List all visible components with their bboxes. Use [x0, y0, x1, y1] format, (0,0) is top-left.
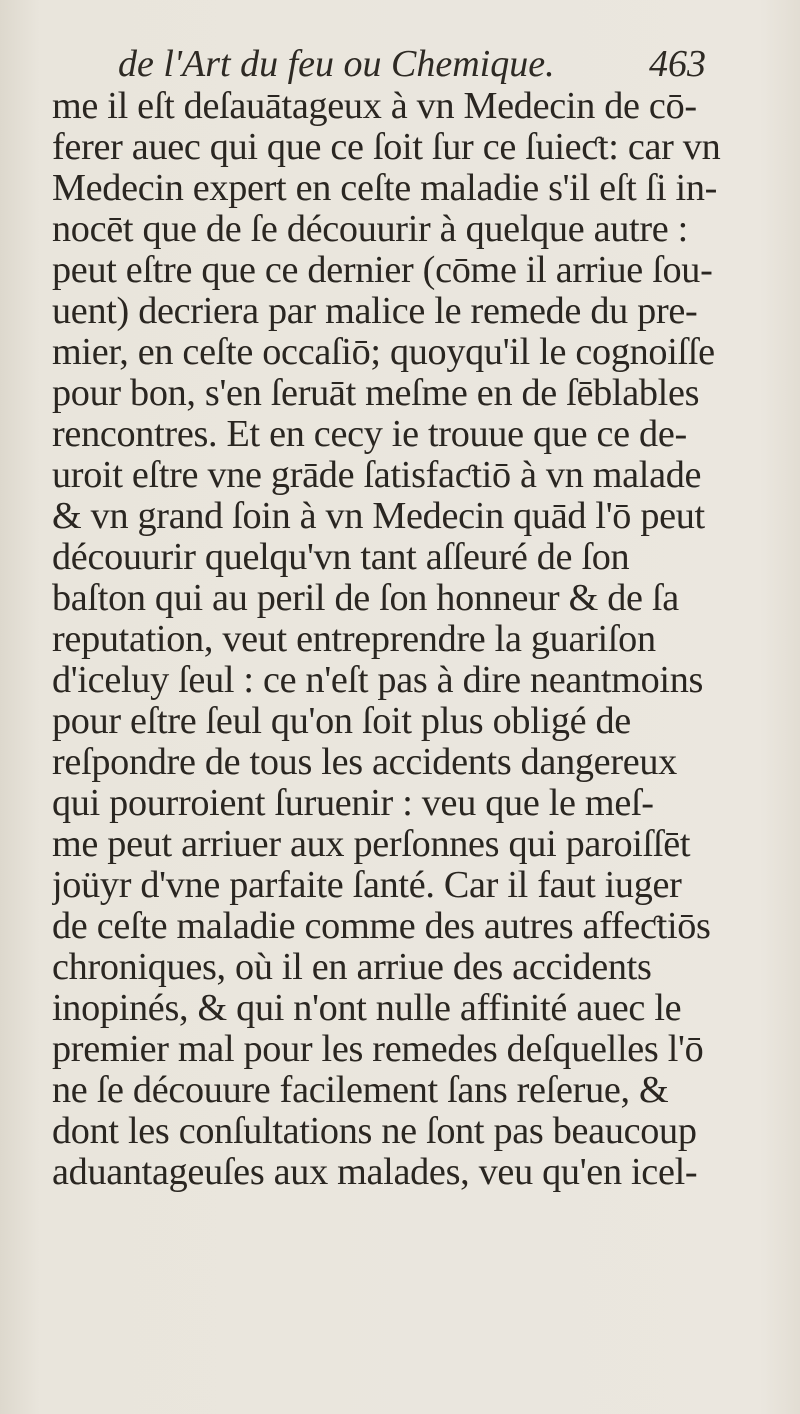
text-line: reputation, veut entreprendre la guariſon: [52, 619, 656, 660]
text-line: baſton qui au peril de ſon honneur & de ſa: [52, 578, 679, 619]
text-line: premier mal pour les remedes deſquelles l'ō: [52, 1029, 704, 1070]
text-line: pour bon, s'en ſeruāt meſme en de ſēblables: [52, 373, 700, 414]
text-line: de ceſte maladie comme des autres affeƈtiōs: [52, 906, 711, 947]
text-line: d'iceluy ſeul : ce n'eſt pas à dire neantmoins: [52, 660, 704, 701]
text-line: qui pourroient ſuruenir : veu que le meſ-: [52, 783, 654, 824]
text-line: & vn grand ſoin à vn Medecin quād l'ō peut: [52, 496, 705, 537]
text-line: dont les conſultations ne ſont pas beaucoup: [52, 1111, 697, 1152]
body-text: [52, 86, 772, 1193]
running-title: de l'Art du feu ou Chemique.: [118, 43, 555, 85]
text-line: me peut arriuer aux perſonnes qui paroiſſēt: [52, 824, 691, 865]
text-line: ne ſe découure facilement ſans reſerue, &: [52, 1070, 669, 1111]
page-number: 463: [649, 43, 706, 85]
text-line: aduantageuſes aux malades, veu qu'en icel-: [52, 1152, 698, 1193]
text-line: reſpondre de tous les accidents dangereux: [52, 742, 677, 783]
text-line: joüyr d'vne parfaite ſanté. Car il faut iuger: [52, 865, 682, 906]
text-line: pour eſtre ſeul qu'on ſoit plus obligé de: [52, 701, 631, 742]
text-line: uent) decriera par malice le remede du pre-: [52, 291, 698, 332]
running-head: [118, 40, 718, 88]
text-line: mier, en ceſte occaſiō; quoyqu'il le cognoiſſe: [52, 332, 715, 373]
text-line: rencontres. Et en cecy ie trouue que ce de-: [52, 414, 687, 455]
text-line: uroit eſtre vne grāde ſatisfaƈtiō à vn malade: [52, 455, 702, 496]
text-line: découurir quelqu'vn tant aſſeuré de ſon: [52, 537, 630, 578]
text-line: ferer auec qui que ce ſoit ſur ce ſuieƈt: car vn: [52, 127, 721, 168]
text-line: chroniques, où il en arriue des accidents: [52, 947, 652, 988]
text-line: peut eſtre que ce dernier (cōme il arriue ſou-: [52, 250, 713, 291]
text-line: Medecin expert en ceſte maladie s'il eſt ſi in-: [52, 168, 718, 209]
text-line: nocēt que de ſe découurir à quelque autre :: [52, 209, 688, 250]
text-line: inopinés, & qui n'ont nulle affinité auec le: [52, 988, 682, 1029]
text-line: me il eſt deſauātageux à vn Medecin de cō-: [52, 86, 697, 127]
